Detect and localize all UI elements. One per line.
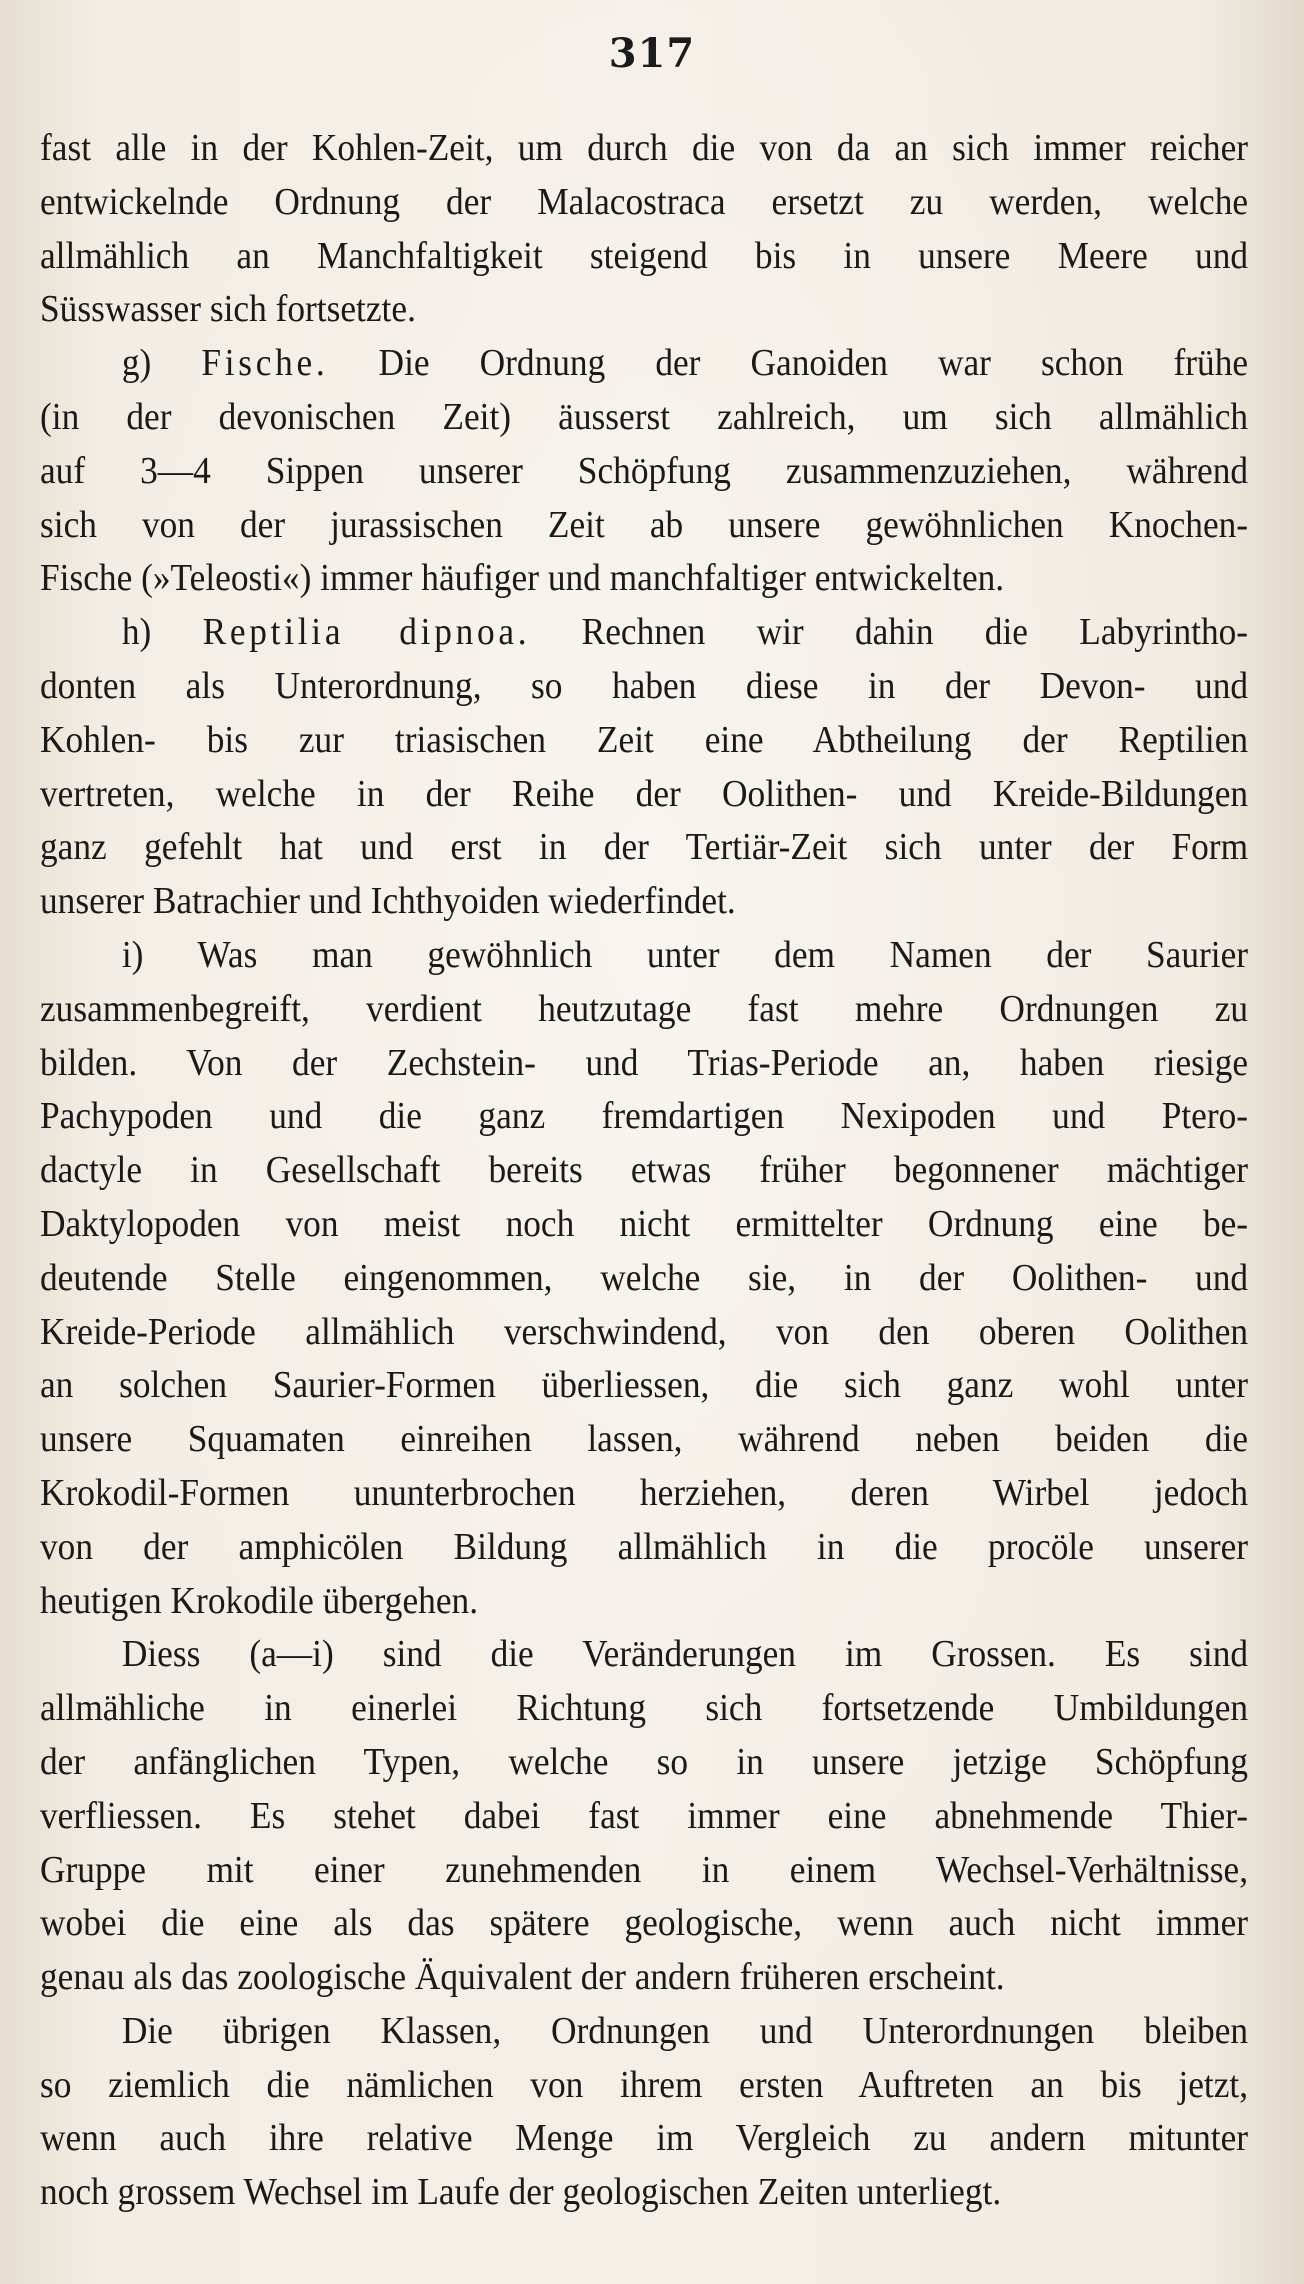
text-line: Gruppe mit einer zunehmenden in einem Wechsel-Verhältnisse, [40, 1848, 1249, 1891]
text-line: wenn auch ihre relative Menge im Vergleich zu andern mitunter [40, 2117, 1249, 2160]
text-line: Fische (»Teleosti«) immer häufiger und manchfaltiger entwickelten. [40, 557, 1005, 600]
text-line: genau als das zoologische Äquivalent der andern früheren erscheint. [40, 1956, 1005, 1999]
text-line: heutigen Krokodile übergehen. [40, 1579, 479, 1622]
text-line: Pachypoden und die ganz fremdartigen Nexipoden und Ptero- [40, 1095, 1249, 1138]
text-line: unserer Batrachier und Ichthyoiden wiederfindet. [40, 880, 736, 923]
text-line: entwickelnde Ordnung der Malacostraca ersetzt zu werden, welche [40, 180, 1249, 223]
text-line: zusammenbegreift, verdient heutzutage fast mehre Ordnungen zu [40, 987, 1249, 1030]
text-line: ganz gefehlt hat und erst in der Tertiär-Zeit sich unter der Form [40, 826, 1249, 869]
text-line: sich von der jurassischen Zeit ab unsere gewöhnlichen Knochen- [40, 503, 1249, 546]
text-line: deutende Stelle eingenommen, welche sie, in der Oolithen- und [40, 1256, 1249, 1299]
text-line: noch grossem Wechsel im Laufe der geologischen Zeiten unterliegt. [40, 2171, 1002, 2214]
text-line: donten als Unterordnung, so haben diese in der Devon- und [40, 664, 1249, 707]
text-line: an solchen Saurier-Formen überliessen, die sich ganz wohl unter [40, 1364, 1249, 1407]
text-line: fast alle in der Kohlen-Zeit, um durch die von da an sich immer reicher [40, 127, 1249, 169]
text-line: Krokodil-Formen ununterbrochen herziehen, deren Wirbel jedoch [40, 1471, 1249, 1514]
page-number: 317 [608, 30, 696, 77]
paragraph [40, 337, 1248, 606]
paragraph [40, 122, 1248, 337]
text-line: von der amphicölen Bildung allmählich in die procöle unserer [40, 1525, 1249, 1568]
text-line: (in der devonischen Zeit) äusserst zahlreich, um sich allmählich [40, 395, 1249, 438]
text-line: allmähliche in einerlei Richtung sich fortsetzende Umbildungen [40, 1687, 1249, 1730]
text-line: Diess (a—i) sind die Veränderungen im Grossen. Es sind [121, 1633, 1249, 1676]
paragraph [40, 929, 1248, 1628]
line-text: Die Ordnung der Ganoiden war schon frühe [328, 342, 1249, 385]
text-line: Kreide-Periode allmählich verschwindend, von den oberen Oolithen [40, 1310, 1249, 1353]
text-line [40, 337, 1248, 391]
text-line: vertreten, welche in der Reihe der Oolithen- und Kreide-Bildungen [40, 772, 1249, 815]
text-line: der anfänglichen Typen, welche so in unsere jetzige Schöpfung [40, 1740, 1249, 1783]
text-line: Daktylopoden von meist noch nicht ermittelter Ordnung eine be- [40, 1202, 1249, 1245]
paragraph [40, 1628, 1248, 2005]
text-line: allmählich an Manchfaltigkeit steigend bis in unsere Meere und [40, 234, 1249, 277]
text-line: dactyle in Gesellschaft bereits etwas früher begonnener mächtiger [40, 1149, 1249, 1192]
text-line: unsere Squamaten einreihen lassen, während neben beiden die [40, 1418, 1249, 1461]
text-line: wobei die eine als das spätere geologische, wenn auch nicht immer [40, 1902, 1249, 1945]
section-label: g) [121, 342, 202, 385]
section-label: h) [121, 611, 203, 654]
section-heading-spaced: Reptilia dipnoa. [202, 611, 531, 654]
text-line: auf 3—4 Sippen unserer Schöpfung zusammenzuziehen, während [40, 449, 1249, 492]
text-line: so ziemlich die nämlichen von ihrem ersten Auftreten an bis jetzt, [40, 2063, 1249, 2106]
paragraph [40, 2005, 1248, 2220]
text-line: i) Was man gewöhnlich unter dem Namen der Saurier [121, 933, 1249, 976]
text-line: bilden. Von der Zechstein- und Trias-Periode an, haben riesige [40, 1041, 1249, 1084]
text-line: Süsswasser sich fortsetzte. [40, 288, 416, 331]
text-line: Kohlen- bis zur triasischen Zeit eine Abtheilung der Reptilien [40, 718, 1249, 761]
text-line: Die übrigen Klassen, Ordnungen und Unterordnungen bleiben [121, 2009, 1249, 2052]
body-text [40, 122, 1248, 2220]
text-line: verfliessen. Es stehet dabei fast immer eine abnehmende Thier- [40, 1794, 1249, 1837]
line-text: Rechnen wir dahin die Labyrintho- [530, 611, 1249, 654]
section-heading-spaced: Fische. [201, 342, 329, 385]
text-line [40, 606, 1248, 660]
paragraph [40, 606, 1248, 929]
